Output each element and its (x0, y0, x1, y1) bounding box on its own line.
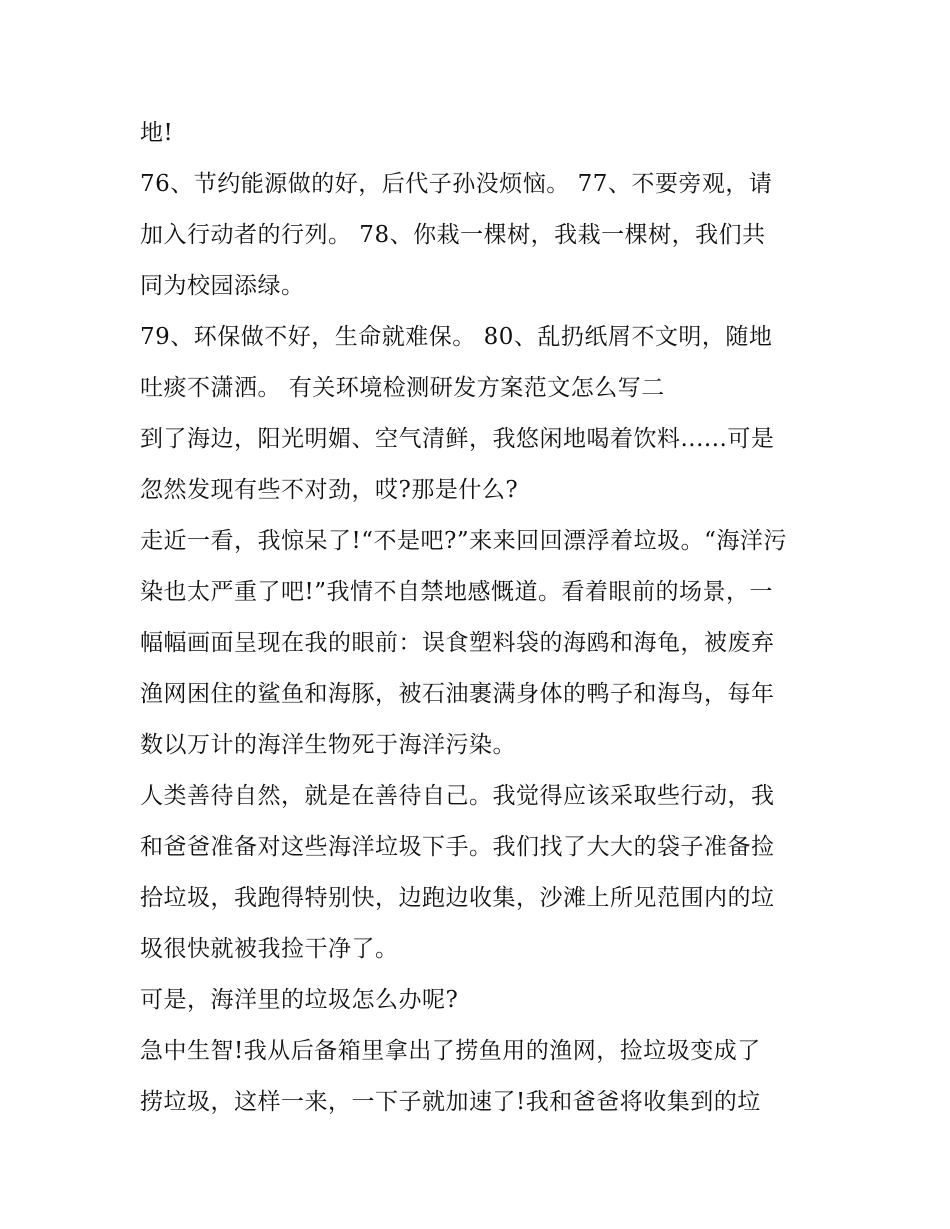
text-line: 染也太严重了吧!”我情不自禁地感慨道。看着眼前的场景，一 (140, 579, 774, 605)
text-line: 79、环保做不好，生命就难保。 80、乱扔纸屑不文明，随地 (140, 324, 773, 350)
text-line: 拾垃圾，我跑得特别快，边跑边收集，沙滩上所见范围内的垃 (140, 885, 775, 911)
text-line: 人类善待自然，就是在善待自己。我觉得应该采取些行动，我 (140, 783, 775, 809)
text-line: 渔网困住的鲨鱼和海豚，被石油裹满身体的鸭子和海鸟，每年 (140, 681, 775, 707)
text-line: 可是，海洋里的垃圾怎么办呢? (140, 987, 459, 1013)
document-body (140, 108, 820, 1128)
text-line: 76、节约能源做的好，后代子孙没烦恼。 77、不要旁观，请 (140, 171, 773, 197)
text-line: 加入行动者的行列。 78、你栽一棵树，我栽一棵树，我们共 (140, 222, 766, 248)
text-line: 圾很快就被我捡干净了。 (140, 936, 399, 962)
text-line: 吐痰不潇洒。 有关环境检测研发方案范文怎么写二 (140, 375, 665, 401)
text-line: 和爸爸准备对这些海洋垃圾下手。我们找了大大的袋子准备捡 (140, 834, 775, 860)
text-line: 同为校园添绿。 (140, 273, 305, 299)
text-line: 地! (140, 120, 174, 146)
text-line: 捞垃圾，这样一来，一下子就加速了!我和爸爸将收集到的垃 (140, 1089, 761, 1115)
text-line: 走近一看，我惊呆了!“不是吧?”来来回回漂浮着垃圾。“海洋污 (140, 528, 787, 554)
text-line: 到了海边，阳光明媚、空气清鲜，我悠闲地喝着饮料......可是 (140, 426, 775, 452)
text-line: 忽然发现有些不对劲，哎?那是什么? (140, 477, 519, 503)
text-line: 急中生智!我从后备箱里拿出了捞鱼用的渔网，捡垃圾变成了 (140, 1038, 761, 1064)
text-line: 数以万计的海洋生物死于海洋污染。 (140, 732, 516, 758)
text-line: 幅幅画面呈现在我的眼前：误食塑料袋的海鸥和海龟，被废弃 (140, 630, 775, 656)
